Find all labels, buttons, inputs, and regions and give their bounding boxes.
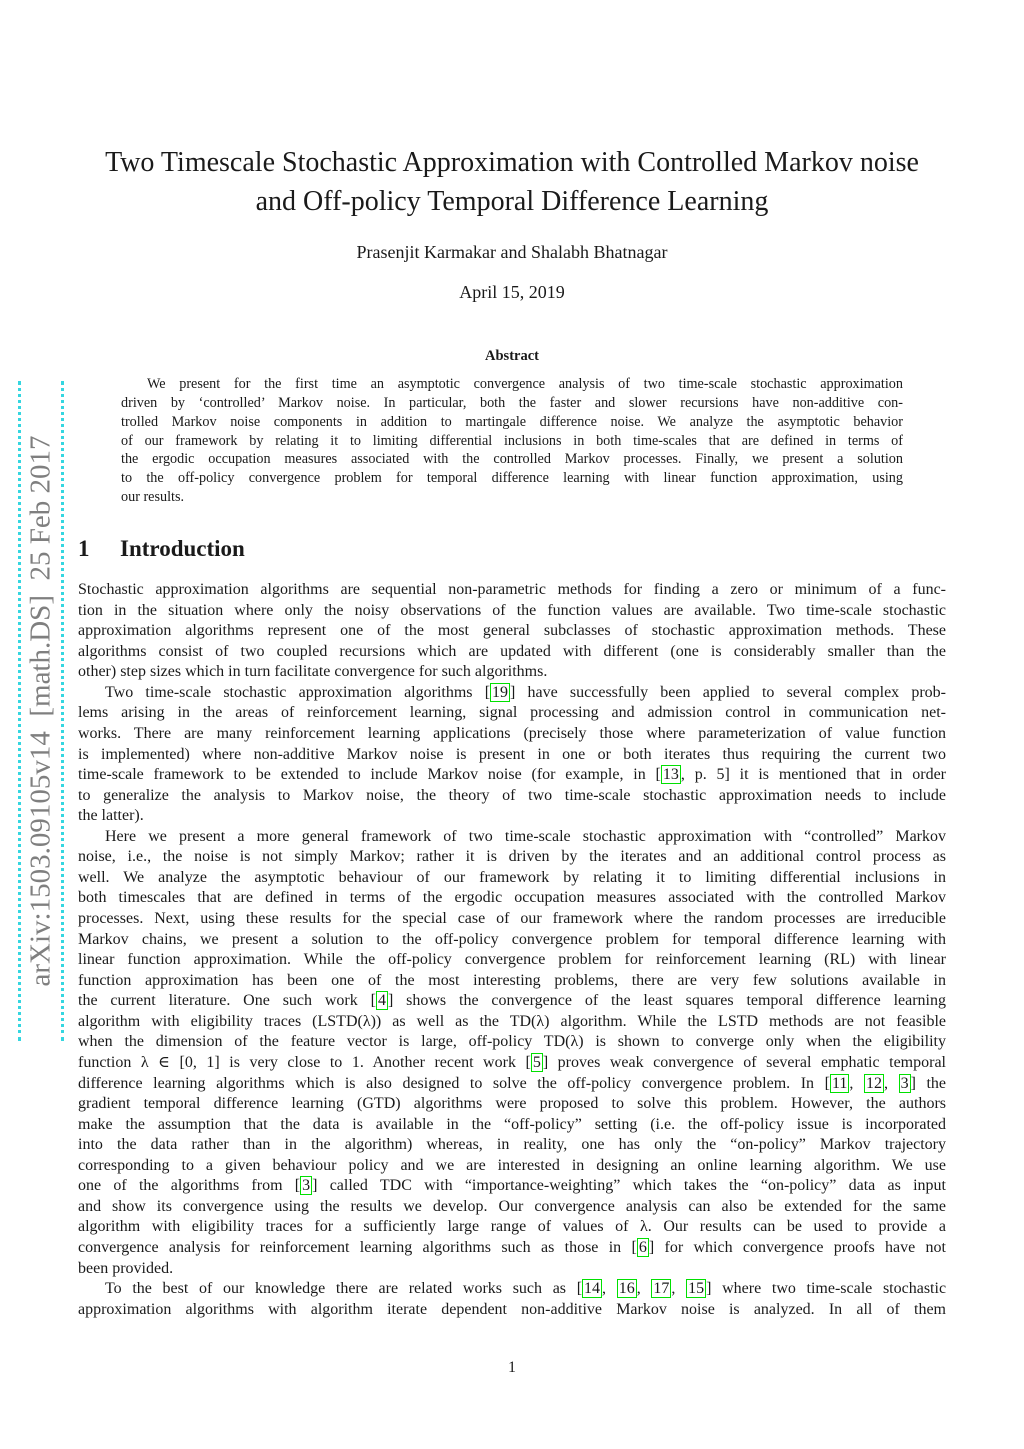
text-line: the current literature. One such work [ 4 ] shows the convergence of the least squares temporal difference learning: [78, 992, 946, 1010]
title-line: Two Timescale Stochastic Approximation with Controlled Markov noise: [105, 147, 919, 178]
citation-link[interactable]: 3: [302, 1177, 311, 1195]
title-line: and Off-policy Temporal Difference Learning: [255, 186, 769, 217]
text-line: convergence analysis for reinforcement learning algorithms such as those in [ 6 ] for which convergence proofs have not: [78, 1239, 946, 1256]
citation-link[interactable]: 17: [653, 1280, 670, 1298]
body-text: [78, 580, 946, 1320]
text-line: function approximation has been one of the most interesting problems, there are very few solutions available in: [78, 971, 946, 989]
citation-link[interactable]: 11: [831, 1074, 848, 1092]
paragraph: [78, 1279, 946, 1320]
paragraph: [78, 827, 946, 1279]
text-line: tion in the situation where only the noisy observations of the function values are available. Two time-scale stochastic: [78, 601, 946, 619]
text-line: corresponding to a given behaviour policy and we are interested in designing an online learning algorithm. We use: [78, 1156, 946, 1174]
arxiv-stamp[interactable]: arXiv:1503.09105v14 [math.DS] 25 Feb 2017: [24, 435, 57, 987]
citation-link[interactable]: 13: [662, 766, 679, 784]
text-line: into the data rather than in the algorithm) whereas, in reality, one has only the “on-policy” Markov trajectory: [78, 1136, 946, 1154]
abstract-line: of our framework by relating it to limiting differential inclusions in both time-scales that are defined in terms of: [121, 432, 903, 449]
text-line: approximation algorithms with algorithm iterate dependent non-additive Markov noise is analyzed. In all of them: [78, 1300, 946, 1318]
text-line: algorithms consist of two coupled recursions which are updated with different (one is considerably smaller than the: [78, 642, 946, 660]
paragraph: [78, 683, 946, 827]
text-line: other) step sizes which in turn facilitate convergence for such algorithms.: [78, 663, 548, 681]
text-line: the latter).: [78, 807, 144, 825]
citation-link[interactable]: 14: [584, 1280, 601, 1298]
text-line: both timescales that are defined in terms of the ergodic occupation measures associated with the controlled Markov: [78, 889, 946, 907]
text-line: gradient temporal difference learning (GTD) algorithms were proposed to solve this problem. However, the authors: [78, 1095, 946, 1113]
text-line: well. We analyze the asymptotic behaviour of our framework by relating it to limiting differential inclusions in: [78, 868, 946, 886]
citation-link[interactable]: 6: [638, 1239, 647, 1256]
page-number: 1: [508, 1359, 516, 1376]
text-line: algorithm with eligibility traces for a sufficiently large range of values of λ. Our results can be used to provide a: [78, 1218, 946, 1236]
abstract-line: We present for the first time an asymptotic convergence analysis of two time-scale stochastic approximation: [147, 376, 903, 392]
text-line: Two time-scale stochastic approximation algorithms [ 19 ] have successfully been applied to several complex prob-: [105, 683, 947, 701]
citation-link[interactable]: 5: [532, 1053, 541, 1071]
citation-link[interactable]: 15: [688, 1280, 705, 1298]
text-line: Here we present a more general framework of two time-scale stochastic approximation with “controlled” Markov: [105, 827, 946, 845]
abstract-body: [121, 375, 903, 507]
text-line: To the best of our knowledge there are related works such as [ 14 , 16 , 17 , 15 ] where two time-scale stochastic: [105, 1280, 947, 1298]
section-title: Introduction: [120, 536, 245, 561]
text-line: Stochastic approximation algorithms are sequential non-parametric methods for finding a zero or minimum of a func-: [78, 581, 946, 598]
citation-link[interactable]: 3: [900, 1074, 909, 1092]
citation-link[interactable]: 12: [865, 1074, 882, 1092]
text-line: Markov chains, we present a solution to the off-policy convergence problem for temporal difference learning with: [78, 930, 946, 948]
text-line: difference learning algorithms which is also designed to solve the off-policy convergence problem. In [ 11 , 12 , 3 ] the: [78, 1074, 947, 1092]
text-line: make the assumption that the data is available in the “off-policy” setting (i.e. the off-policy issue is incorporated: [78, 1115, 946, 1133]
text-line: time-scale framework to be extended to include Markov noise (for example, in [ 13 , p. 5] it is mentioned that in order: [78, 766, 947, 784]
text-line: when the dimension of the feature vector is large, off-policy TD(λ) is shown to converge only when the eligibility: [78, 1033, 946, 1051]
abstract-line: to the off-policy convergence problem for temporal difference learning with linear function approximation, using: [121, 470, 903, 487]
text-line: linear function approximation. While the off-policy convergence problem for reinforcement learning (RL) with linear: [78, 951, 946, 969]
paper-title: [60, 143, 964, 221]
text-line: lems arising in the areas of reinforcement learning, signal processing and admission control in communication net-: [78, 704, 946, 722]
text-line: and show its convergence using the results we develop. Our convergence analysis can also be extended for the same: [78, 1197, 946, 1215]
text-line: works. There are many reinforcement learning applications (precisely those where parameterization of value function: [78, 724, 946, 742]
authors: Prasenjit Karmakar and Shalabh Bhatnagar: [356, 242, 668, 262]
text-line: been provided.: [78, 1259, 174, 1277]
abstract-line: driven by ‘controlled’ Markov noise. In particular, both the faster and slower recursions have non-additive con-: [121, 394, 903, 411]
paragraph: [78, 580, 946, 683]
text-line: one of the algorithms from [ 3 ] called TDC with “importance-weighting” which takes the “on-policy” data as input: [78, 1177, 947, 1195]
text-line: noise, i.e., the noise is not simply Markov; rather it is driven by the iterates and an additional control process as: [78, 848, 946, 866]
citation-link[interactable]: 16: [618, 1280, 635, 1298]
text-line: function λ ∈ [0, 1] is very close to 1. Another recent work [ 5 ] proves weak convergence of several emphatic temporal: [78, 1053, 946, 1071]
citation-link[interactable]: 19: [492, 683, 509, 701]
abstract-heading: Abstract: [485, 348, 539, 364]
abstract-line: the ergodic occupation measures associated with the controlled Markov processes. Finally, we present a solution: [121, 451, 903, 468]
text-line: processes. Next, using these results for the special case of our framework where the random processes are irreducible: [78, 910, 946, 927]
date: April 15, 2019: [459, 282, 565, 302]
section-heading: [78, 536, 245, 562]
text-line: approximation algorithms represent one of the most general subclasses of stochastic approximation methods. These: [78, 622, 946, 640]
text-line: algorithm with eligibility traces (LSTD(λ)) as well as the TD(λ) algorithm. While the LSTD methods are not feasible: [78, 1012, 946, 1030]
citation-link[interactable]: 4: [377, 992, 386, 1010]
text-line: is implemented) where non-additive Markov noise is present in one or both iterates thus requiring the current two: [78, 745, 946, 763]
abstract-line: trolled Markov noise components in addition to martingale difference noise. We analyze the asymptotic behavior: [121, 413, 903, 430]
abstract-line: our results.: [121, 489, 185, 506]
text-line: to generalize the analysis to Markov noise, the theory of two time-scale stochastic approximation needs to include: [78, 786, 946, 804]
section-number: 1: [78, 536, 90, 561]
